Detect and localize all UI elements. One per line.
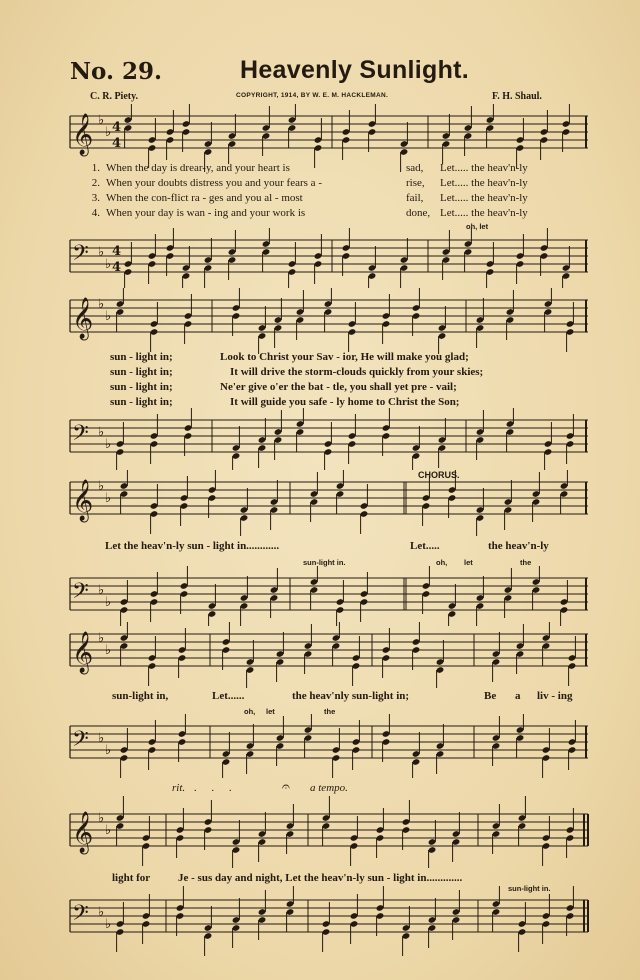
- composer-credit: F. H. Shaul.: [492, 91, 542, 102]
- svg-text:♭: ♭: [105, 643, 112, 658]
- copyright-notice: COPYRIGHT, 1914, BY W. E. M. HACKLEMAN.: [236, 92, 389, 99]
- svg-text:4: 4: [112, 120, 122, 135]
- svg-text:𝄞: 𝄞: [72, 114, 94, 155]
- chorus-echo-2-b: let: [266, 707, 275, 716]
- treble-staff-5: [0, 790, 640, 868]
- svg-text:♭: ♭: [105, 917, 112, 932]
- chorus-echo-2-c: the: [324, 707, 336, 716]
- treble-staff-2: [0, 288, 640, 354]
- svg-text:4: 4: [112, 260, 122, 275]
- fermata-icon: 𝄐: [282, 780, 290, 795]
- ritardando-mark: rit. . . .: [172, 782, 238, 794]
- svg-text:♭: ♭: [105, 437, 112, 452]
- treble-staff-3: [0, 470, 640, 536]
- verse-b-line-4: sun - light in; It will guide you safe - ly home to Christ the Son;: [110, 396, 460, 408]
- svg-text:♭: ♭: [98, 479, 105, 494]
- chorus-line-3: light for Je - sus day and night, Let the heav'n-ly sun - light in.............: [112, 872, 463, 884]
- verse-line-3: 3. When the con-flict ra - ges and you al - most fail, Let..... the heav'n-ly: [91, 192, 528, 204]
- hymn-number: No. 29.: [70, 58, 162, 85]
- svg-text:♭: ♭: [98, 631, 105, 646]
- bass-staff-2: [0, 408, 640, 470]
- verse-line-4: 4. When your day is wan - ing and your work is done, Let..... the heav'n-ly: [91, 207, 528, 219]
- svg-text:♭: ♭: [98, 297, 105, 312]
- svg-text:♭: ♭: [98, 245, 105, 260]
- svg-text:♭: ♭: [105, 823, 112, 838]
- verse-b-line-2: sun - light in; It will drive the storm-clouds quickly from your skies;: [110, 366, 484, 378]
- bass-echo-1: oh, let: [466, 222, 489, 231]
- verse-line-1: 1. When the day is drear-y, and your heart is sad, Let..... the heav'n-ly: [91, 162, 528, 174]
- svg-text:♭: ♭: [105, 309, 112, 324]
- svg-text:♭: ♭: [98, 811, 105, 826]
- chorus-echo-3: sun-light in.: [508, 884, 551, 893]
- svg-text:♭: ♭: [105, 125, 112, 140]
- svg-text:♭: ♭: [98, 731, 105, 746]
- chorus-line-2: sun-light in, Let...... the heav'nly sun-light in; Be a liv - ing: [112, 690, 573, 702]
- svg-text:4: 4: [112, 244, 122, 259]
- chorus-echo-1-a: sun-light in.: [303, 558, 346, 567]
- svg-text:4: 4: [112, 136, 122, 151]
- treble-staff-4: [0, 622, 640, 688]
- svg-text:♭: ♭: [105, 257, 112, 272]
- a-tempo-mark: a tempo.: [310, 782, 348, 794]
- svg-text:𝄞: 𝄞: [72, 632, 94, 673]
- svg-text:𝄢: 𝄢: [72, 901, 89, 931]
- svg-text:𝄞: 𝄞: [72, 480, 94, 521]
- svg-text:♭: ♭: [98, 905, 105, 920]
- svg-text:♭: ♭: [98, 425, 105, 440]
- bass-staff-4: [0, 714, 640, 778]
- bass-staff-3: [0, 566, 640, 626]
- svg-text:𝄢: 𝄢: [72, 421, 89, 451]
- svg-text:♭: ♭: [105, 491, 112, 506]
- lyricist-credit: C. R. Piety.: [90, 91, 139, 102]
- bass-staff-1: [0, 228, 640, 288]
- svg-text:♭: ♭: [105, 743, 112, 758]
- verse-line-2: 2. When your doubts distress you and your fears a - rise, Let..... the heav'n-ly: [91, 177, 528, 189]
- hymn-title: Heavenly Sunlight.: [240, 56, 470, 84]
- svg-text:𝄢: 𝄢: [72, 579, 89, 609]
- svg-text:𝄢: 𝄢: [72, 241, 89, 271]
- svg-text:𝄞: 𝄞: [72, 298, 94, 339]
- chorus-line-1: Let the heav'n-ly sun - light in............ Let..... the heav'n-ly: [105, 540, 549, 552]
- chorus-echo-1-d: the: [520, 558, 532, 567]
- chorus-label: CHORUS.: [418, 470, 460, 480]
- svg-text:♭: ♭: [98, 583, 105, 598]
- verse-b-line-1: sun - light in; Look to Christ your Sav - ior, He will make you glad;: [110, 351, 469, 363]
- chorus-echo-1-c: let: [464, 558, 473, 567]
- chorus-echo-1-b: oh,: [436, 558, 448, 567]
- verse-b-line-3: sun - light in; Ne'er give o'er the bat - tle, you shall yet pre - vail;: [110, 381, 457, 393]
- svg-text:𝄞: 𝄞: [72, 812, 94, 853]
- svg-text:♭: ♭: [98, 113, 105, 128]
- svg-text:𝄢: 𝄢: [72, 727, 89, 757]
- svg-text:♭: ♭: [105, 595, 112, 610]
- chorus-echo-2-a: oh,: [244, 707, 256, 716]
- bass-staff-5: [0, 886, 640, 968]
